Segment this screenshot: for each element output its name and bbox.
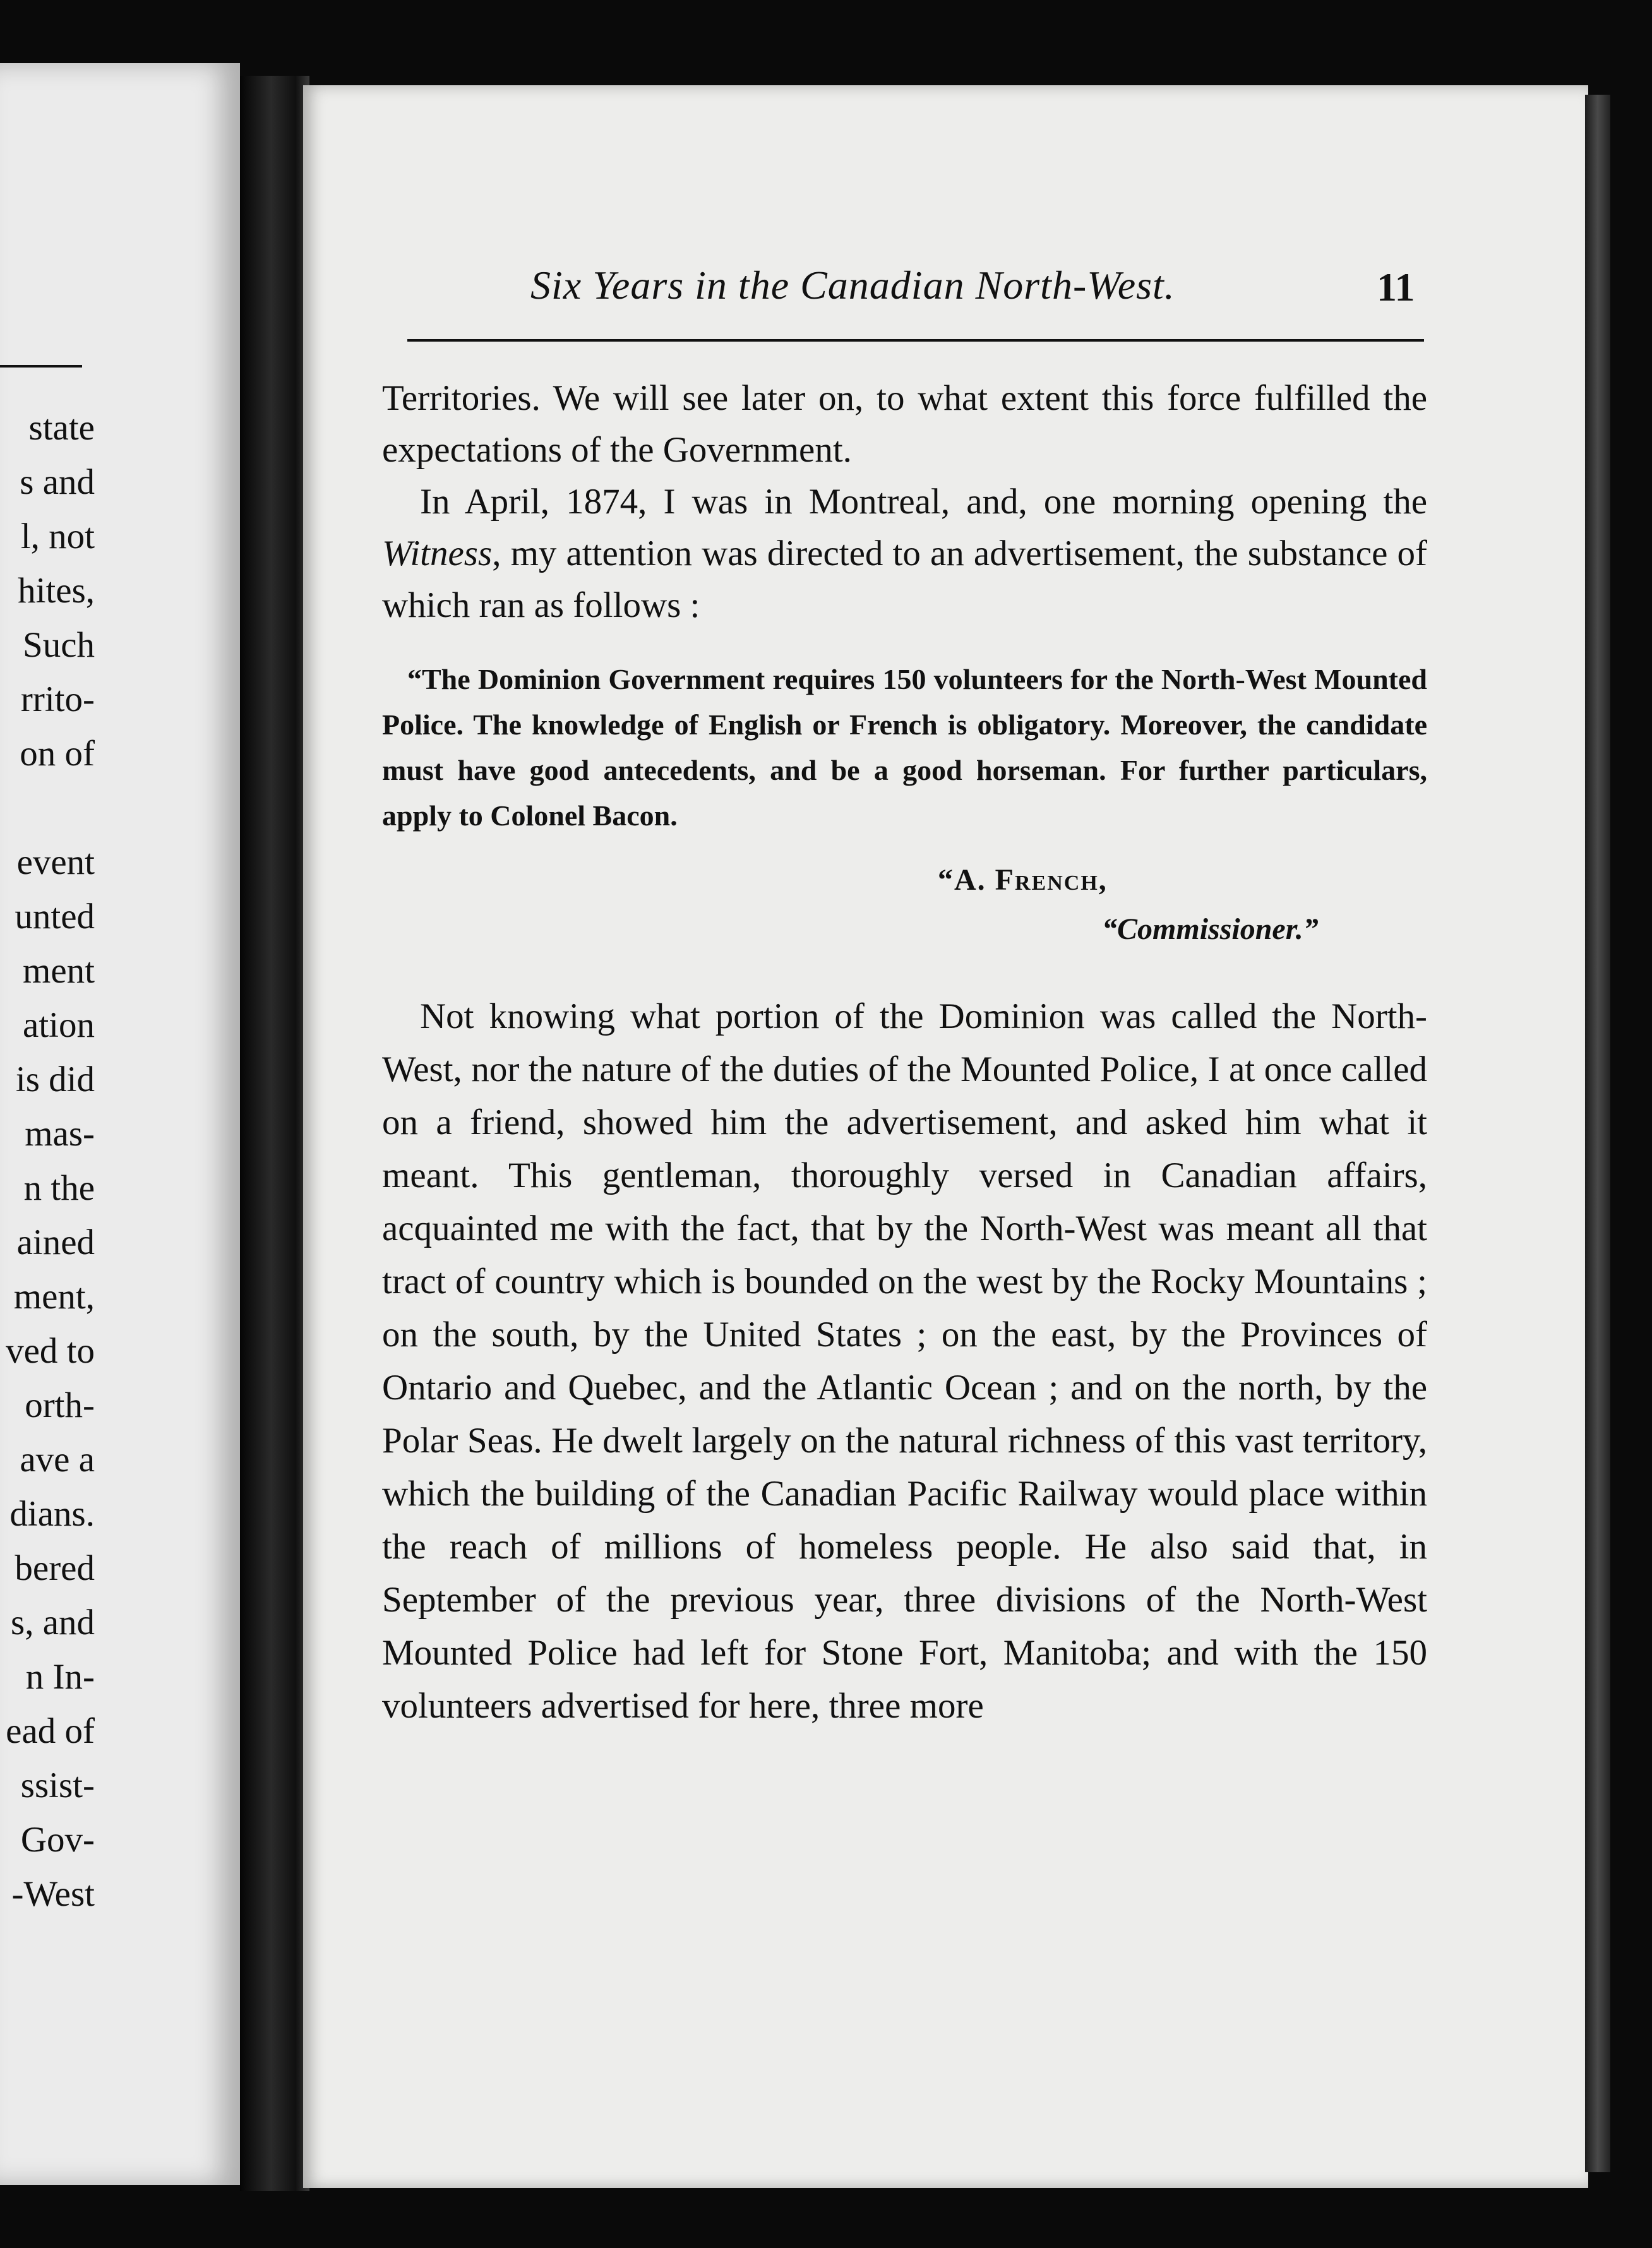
previous-page-line: n In-	[25, 1657, 95, 1697]
body-text	[382, 373, 1427, 1733]
previous-page-line: ation	[23, 1005, 95, 1045]
previous-page-line: is did	[15, 1060, 95, 1099]
advertisement-quote	[382, 657, 1427, 952]
previous-page-line: ained	[16, 1223, 95, 1262]
previous-page-line: Gov-	[20, 1820, 95, 1860]
previous-page-line: s, and	[11, 1603, 95, 1642]
previous-page-line: ave a	[20, 1440, 95, 1480]
paragraph: Territories. We will see later on, to what extent this force fulfilled the expectations of the Government.	[382, 378, 1427, 470]
previous-page-line: orth-	[25, 1385, 95, 1425]
previous-page-line: ssist-	[20, 1766, 95, 1805]
paragraph	[382, 476, 1427, 631]
previous-page-line: l, not	[20, 517, 95, 556]
previous-page-line: dians.	[9, 1494, 95, 1534]
previous-page	[0, 63, 240, 2185]
newspaper-title: Witness	[382, 534, 493, 573]
running-title: Six Years in the Canadian North-West.	[530, 263, 1175, 308]
previous-page-line: bered	[15, 1548, 95, 1588]
signature-name: “A. French,	[938, 863, 1108, 897]
previous-page-line: Such	[23, 625, 95, 665]
book-gutter	[240, 76, 309, 2191]
header-rule	[407, 339, 1424, 342]
previous-page-line: ment,	[13, 1277, 95, 1317]
previous-page-text	[0, 401, 95, 1922]
previous-page-line: ead of	[6, 1711, 95, 1751]
paragraph-text: In April, 1874, I was in Montreal, and, one morning opening the	[420, 482, 1427, 522]
previous-page-rule	[0, 365, 82, 368]
page-number: 11	[1377, 265, 1415, 309]
previous-page-line: rrito-	[20, 679, 95, 719]
paragraph: Not knowing what portion of the Dominion was called the North-West, nor the nature of the duties of the Mounted Police, I at once called on a friend, showed him the advertisement, and asked him what it meant. This gentleman, thoroughly versed in Canadian affairs, acquainted me with the fact, that by the North-West was meant all that tract of country which is bounded on the west by the Rocky Mountains ; on the south, by the United States ; on the east, by the Provinces of Ontario and Quebec, and the Atlantic Ocean ; and on the north, by the Polar Seas. He dwelt largely on the natural richness of this vast territory, which the building of the Canadian Pacific Railway would place within the reach of millions of homeless people. He also said that, in September of the previous year, three divisions of the North-West Mounted Police had left for Stone Fort, Manitoba; and with the 150 volunteers advertised for here, three more	[382, 996, 1427, 1726]
quote-text: “The Dominion Government requires 150 volunteers for the North-West Mounted Police. The knowledge of English or French is obligatory. Moreover, the candidate must have good antecedents, and be a good horseman. For further particulars, apply to Colonel Bacon.	[382, 663, 1427, 832]
previous-page-line: ment	[23, 951, 95, 991]
previous-page-line: s and	[20, 462, 95, 502]
previous-page-line: event	[16, 842, 95, 882]
previous-page-line: hites,	[18, 571, 95, 611]
paragraph-text: , my attention was directed to an advertisement, the substance of which ran as follows :	[382, 534, 1427, 625]
previous-page-line: -West	[11, 1874, 95, 1914]
previous-page-line: state	[28, 408, 95, 448]
signature-title: “Commissioner.”	[1102, 912, 1319, 946]
previous-page-line: unted	[15, 897, 95, 936]
previous-page-line: mas-	[25, 1114, 95, 1154]
previous-page-line: ved to	[6, 1331, 95, 1371]
previous-page-line: n the	[23, 1168, 95, 1208]
page-edge	[1585, 95, 1610, 2172]
previous-page-line: on of	[20, 734, 95, 774]
